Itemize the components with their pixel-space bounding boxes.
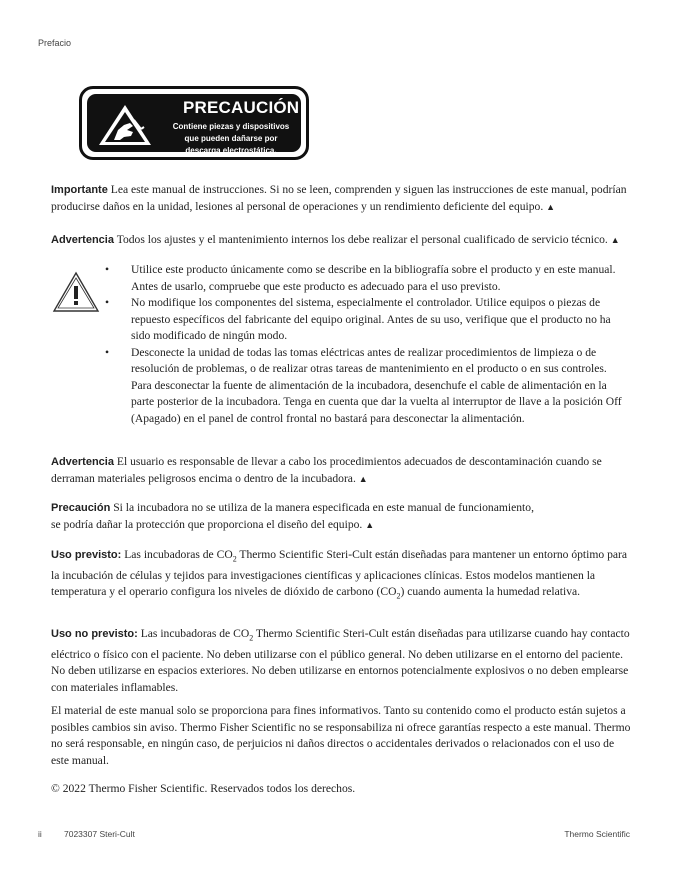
end-mark-icon: ▲: [358, 473, 368, 484]
warning-triangle-icon: [52, 271, 100, 313]
caution-description: Contiene piezas y dispositivos que pueden dañarse por descarga electrostática.: [172, 122, 290, 155]
uso-no-previsto-label: Uso no previsto:: [51, 628, 138, 640]
end-mark-icon: ▲: [546, 201, 556, 212]
running-header: Prefacio: [38, 38, 72, 48]
warning-bullet-list: [105, 262, 630, 427]
importante-label: Importante: [51, 184, 108, 196]
advertencia-label: Advertencia: [51, 456, 114, 468]
advertencia-text: El usuario es responsable de llevar a cabo los procedimientos adecuados de descontaminación cuando se derraman materiales peligrosos encima o dentro de la incubadora.: [51, 455, 602, 485]
uso-previsto-section: Uso previsto: Las incubadoras de $CO_2$ Thermo Scientific Steri-Cult están diseñadas para mantener un entorno óptimo para la incubación de células y tejidos para investigaciones científicas y aplicaciones clínicas. Estos modelos mantienen la temperatura y el operario configura los niveles de dióxido de carbono $(CO_2)$ cuando aumenta la humedad relativa.: [51, 548, 628, 601]
advertencia-decontamination-note: [51, 454, 631, 487]
list-item: • Desconecte la unidad de todas las tomas eléctricas antes de realizar procedimientos de limpieza o de resolución de problemas, o de realizar otras tareas de mantenimiento en el producto o en sus controles. Para desconectar la fuente de alimentación de la incubadora, desenchufe el cable de alimentación en la parte posterior de la incubadora. Tenga en cuenta que dar la vuelta al interruptor de llave a la posición Off (Apagado) en el panel de control frontal no bastará para desconectar la alimentación.: [105, 345, 622, 425]
end-mark-icon: ▲: [365, 519, 375, 530]
uso-no-previsto-section: Uso no previsto: Las incubadoras de $CO_2$ Thermo Scientific Steri-Cult están diseñadas para utilizarse cuando hay contacto eléctrico o físico con el paciente. No deben utilizarse con el público general. No deben utilizarse en el entorno del paciente. No deben utilizarse en espacios exteriores. No deben utilizarse en entornos potencialmente explosivos o no deben emplearse con materiales inflamables.: [51, 627, 630, 694]
importante-note: [51, 182, 631, 215]
end-mark-icon: ▲: [610, 235, 620, 245]
copyright-notice: © 2022 Thermo Fisher Scientific. Reservados todos los derechos.: [51, 782, 356, 795]
page-number: ii: [38, 829, 42, 839]
importante-text: Lea este manual de instrucciones. Si no se leen, comprenden y siguen las instrucciones de este manual, podrían producirse daños en la unidad, lesiones al personal de operaciones y un rendimiento deficiente del equipo.: [51, 183, 627, 213]
brand-footer: Thermo Scientific: [564, 829, 630, 839]
advertencia-label: Advertencia: [51, 234, 114, 246]
advertencia-service-note: [51, 232, 631, 249]
list-item: • Utilice este producto únicamente como se describe en la bibliografía sobre el producto y en este manual. Antes de usarlo, compruebe que este producto es adecuado para el uso previsto.: [105, 263, 616, 293]
precaucion-note: [51, 500, 631, 533]
list-item: • No modifique los componentes del sistema, especialmente el controlador. Utilice equipos o piezas de repuesto específicos del fabricante del equipo original. Antes de su uso, verifique que el producto no ha sido modificado de ningún modo.: [105, 296, 611, 342]
disclaimer-paragraph: El material de este manual solo se proporciona para fines informativos. Tanto su contenido como el producto están sujetos a posibles cambios sin aviso. Thermo Fisher Scientific no se responsabiliza ni ofrece garantías respecto a este manual. Thermo no será responsable, en ningún caso, de perjuicios ni daños directos o accidentales derivados o relacionados con el uso de este manual.: [51, 704, 631, 767]
esd-hand-warning-icon: [97, 103, 153, 147]
precaucion-label: Precaución: [51, 502, 111, 514]
document-id: 7023307 Steri-Cult: [64, 829, 135, 839]
caution-title: PRECAUCIÓN: [183, 98, 300, 117]
uso-previsto-label: Uso previsto:: [51, 549, 122, 561]
precaucion-text-2: se podría dañar la protección que proporciona el diseño del equipo.: [51, 517, 363, 531]
advertencia-text: Todos los ajustes y el mantenimiento internos los debe realizar el personal cualificado de servicio técnico.: [116, 233, 608, 246]
esd-caution-label: [79, 86, 309, 160]
precaucion-text-1: Si la incubadora no se utiliza de la manera especificada en este manual de funcionamiento,: [113, 501, 534, 514]
